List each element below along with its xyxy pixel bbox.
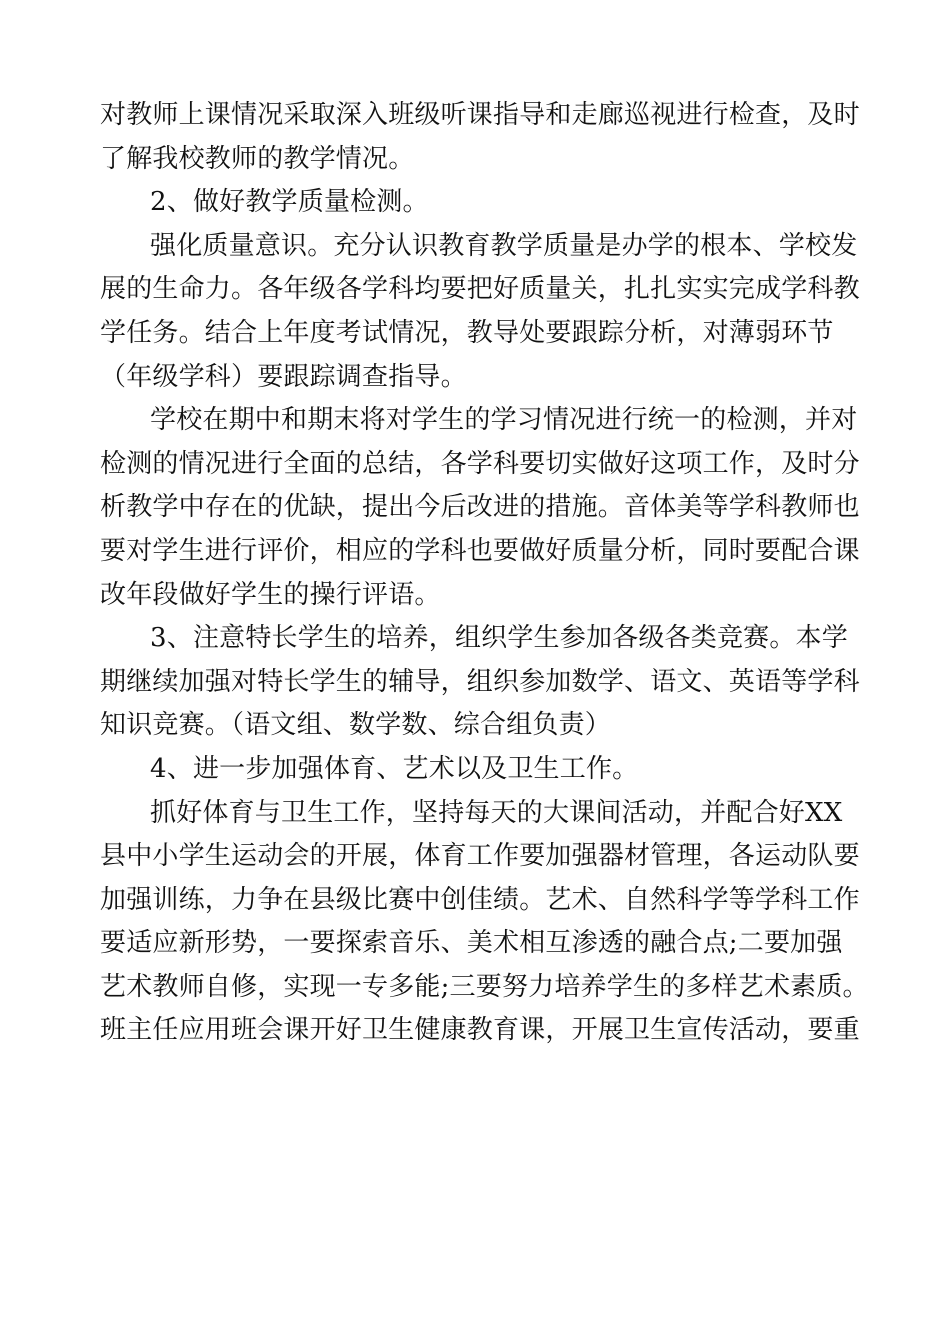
text-line: 学校在期中和期末将对学生的学习情况进行统一的检测，并对	[150, 405, 858, 436]
text-line: 要适应新形势，一要探索音乐、美术相互渗透的融合点;二要加强	[100, 928, 843, 959]
text-line: 艺术教师自修，实现一专多能;三要努力培养学生的多样艺术素质。	[100, 971, 869, 1002]
text-line: 期继续加强对特长学生的辅导，组织参加数学、语文、英语等学科	[100, 666, 860, 697]
text-line: 抓好体育与卫生工作，坚持每天的大课间活动，并配合好XX	[150, 797, 843, 828]
section-heading: 2、做好教学质量检测。	[150, 187, 429, 218]
section-heading: 4、进一步加强体育、艺术以及卫生工作。	[150, 753, 639, 784]
text-line: 加强训练，力争在县级比赛中创佳绩。艺术、自然科学等学科工作	[100, 884, 860, 915]
text-line: 县中小学生运动会的开展，体育工作要加强器材管理，各运动队要	[100, 841, 860, 872]
text-line: 展的生命力。各年级各学科均要把好质量关，扎扎实实完成学科教	[100, 274, 860, 305]
text-line: 析教学中存在的优缺，提出今后改进的措施。音体美等学科教师也	[100, 492, 860, 523]
text-line: 检测的情况进行全面的总结，各学科要切实做好这项工作，及时分	[100, 448, 860, 479]
text-line: 知识竞赛。（语文组、数学数、综合组负责）	[100, 710, 612, 741]
text-line: 要对学生进行评价，相应的学科也要做好质量分析，同时要配合课	[100, 535, 860, 566]
text-line: 了解我校教师的教学情况。	[100, 143, 415, 174]
text-line: 对教师上课情况采取深入班级听课指导和走廊巡视进行检查，及时	[100, 100, 860, 130]
text-line: 改年段做好学生的操行评语。	[100, 579, 441, 610]
text-line: 班主任应用班会课开好卫生健康教育课，开展卫生宣传活动，要重	[100, 1015, 860, 1046]
text-line: （年级学科）要跟踪调查指导。	[100, 361, 467, 392]
document-body	[100, 94, 869, 1053]
text-line: 学任务。结合上年度考试情况，教导处要跟踪分析，对薄弱环节	[100, 317, 834, 348]
section-heading: 3、注意特长学生的培养，组织学生参加各级各类竞赛。本学	[150, 623, 848, 654]
text-line: 强化质量意识。充分认识教育教学质量是办学的根本、学校发	[150, 230, 858, 261]
